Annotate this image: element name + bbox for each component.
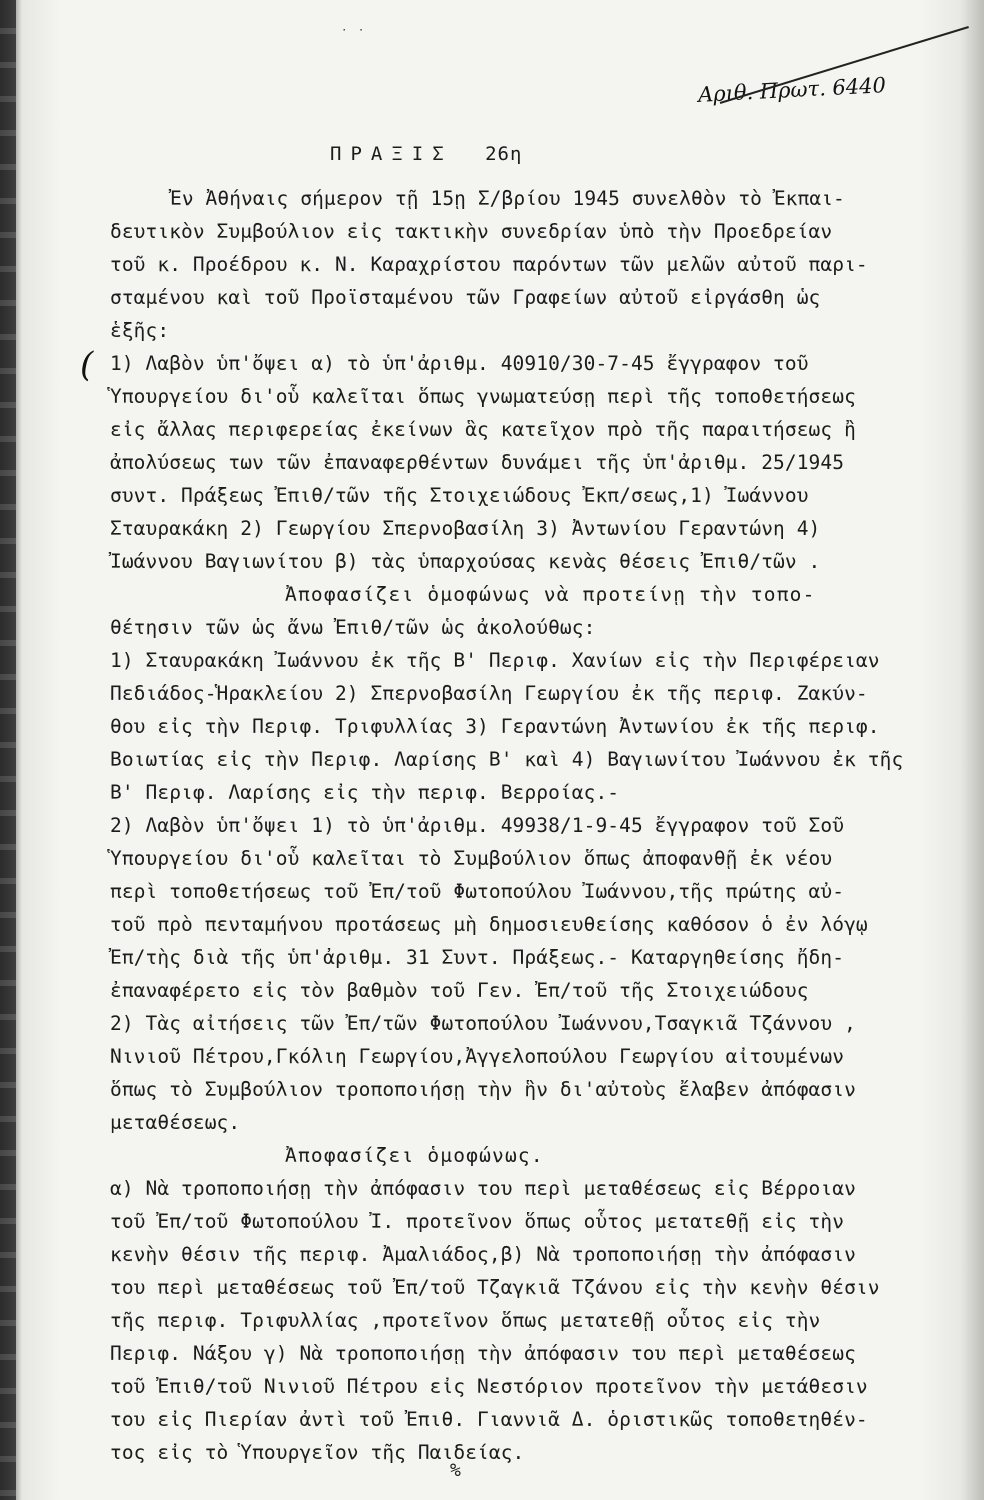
text-line: εἰς ἄλλας περιφερείας ἐκείνων ἃς κατεῖχον πρὸ τῆς παραιτήσεως ἢ	[110, 418, 856, 441]
text-line: ἑξῆς:	[110, 319, 170, 342]
text-line: Περιφ. Νάξου γ) Νὰ τροποποιήσῃ τὴν ἀπόφασιν του περὶ μεταθέσεως	[110, 1342, 856, 1365]
text-line: 2) Τὰς αἰτήσεις τῶν Ἐπ/τῶν Φωτοπούλου Ἰωάννου,Τσαγκιᾶ Τζάννου ,	[110, 1012, 856, 1035]
text-line: συντ. Πράξεως Ἐπιθ/τῶν τῆς Στοιχειώδους Ἐκπ/σεως,1) Ἰωάννου	[110, 484, 809, 507]
text-line: 1) Σταυρακάκη Ἰωάννου ἐκ τῆς Β' Περιφ. Χανίων εἰς τὴν Περιφέρειαν	[110, 649, 880, 672]
text-line: 1) Λαβὸν ὑπ'ὄψει α) τὸ ὑπ'ἀριθμ. 40910/30-7-45 ἔγγραφον τοῦ	[110, 352, 809, 375]
text-line: τοῦ Ἐπ/τοῦ Φωτοπούλου Ἰ. προτεῖνον ὅπως οὗτος μετατεθῇ εἰς τὴν	[110, 1210, 845, 1233]
text-line: του εἰς Πιερίαν ἀντὶ τοῦ Ἐπιθ. Γιαννιᾶ Δ. ὁριστικῶς τοποθετηθέν-	[110, 1408, 868, 1431]
text-line: τοῦ Ἐπιθ/τοῦ Νινιοῦ Πέτρου εἰς Νεστόριον προτεῖνον τὴν μετάθεσιν	[110, 1375, 868, 1398]
text-line: Ἐπ/τὴς διὰ τῆς ὑπ'ἀριθμ. 31 Συντ. Πράξεως.- Καταργηθείσης ἤδη-	[110, 946, 845, 969]
text-line: 2) Λαβὸν ὑπ'ὄψει 1) τὸ ὑπ'ἀριθμ. 49938/1-9-45 ἔγγραφον τοῦ Σοῦ	[110, 814, 845, 837]
text-line: Πεδιάδος-Ἡρακλείου 2) Σπερνοβασίλη Γεωργίου ἐκ τῆς περιφ. Ζακύν-	[110, 682, 868, 705]
text-line: Ὑπουργείου δι'οὗ καλεῖται τὸ Συμβούλιον ὅπως ἀποφανθῇ ἐκ νέου	[110, 847, 833, 870]
text-line: θου εἰς τὴν Περιφ. Τριφυλλίας 3) Γεραντώνη Ἀντωνίου ἐκ τῆς περιφ.	[110, 715, 880, 738]
text-line: Ἐν Ἀθήναις σήμερον τῇ 15ῃ Σ/βρίου 1945 συνελθὸν τὸ Ἐκπαι-	[170, 187, 845, 210]
top-speck: ˙ ˙	[340, 28, 366, 44]
text-line: τοῦ κ. Προέδρου κ. Ν. Καραχρίστου παρόντων τῶν μελῶν αὐτοῦ παρι-	[110, 253, 868, 276]
text-line: περὶ τοποθετήσεως τοῦ Ἐπ/τοῦ Φωτοπούλου Ἰωάννου,τῆς πρώτης αὐ-	[110, 880, 845, 903]
text-line: ὅπως τὸ Συμβούλιον τροποποιήσῃ τὴν ἣν δι'αὐτοὺς ἔλαβεν ἀπόφασιν	[110, 1078, 856, 1101]
page-binding-edge	[0, 0, 16, 1500]
text-line-decision: Ἀποφασίζει ὁμοφώνως.	[285, 1144, 544, 1167]
text-line: τοῦ πρὸ πενταμήνου προτάσεως μὴ δημοσιευθείσης καθόσον ὁ ἐν λόγῳ	[110, 913, 868, 936]
text-line: μεταθέσεως.	[110, 1111, 241, 1134]
text-line: Βοιωτίας εἰς τὴν Περιφ. Λαρίσης Β' καὶ 4) Βαγιωνίτου Ἰωάννου ἐκ τῆς	[110, 748, 904, 771]
text-line: του περὶ μεταθέσεως τοῦ Ἐπ/τοῦ Τζαγκιᾶ Τζάνου εἰς τὴν κενὴν θέσιν	[110, 1276, 880, 1299]
footer-mark: %	[450, 1460, 461, 1481]
text-line-decision: Ἀποφασίζει ὁμοφώνως νὰ προτείνῃ τὴν τοπο-	[285, 583, 816, 606]
handwritten-protocol-note: Αριθ. Πρωτ. 6440	[697, 73, 887, 107]
text-line: Β' Περιφ. Λαρίσης εἰς τὴν περιφ. Βερροίας.-	[110, 781, 620, 804]
text-line: ἐπαναφέρετο εἰς τὸν βαθμὸν τοῦ Γεν. Ἐπ/τοῦ τῆς Στοιχειώδους	[110, 979, 809, 1002]
text-line: τος εἰς τὸ Ὑπουργεῖον τῆς Παιδείας.	[110, 1441, 525, 1464]
text-line: τῆς περιφ. Τριφυλλίας ,προτεῖνον ὅπως μετατεθῇ οὗτος εἰς τὴν	[110, 1309, 821, 1332]
text-line: δευτικὸν Συμβούλιον εἰς τακτικὴν συνεδρίαν ὑπὸ τὴν Προεδρείαν	[110, 220, 833, 243]
margin-bracket-mark: (	[80, 345, 94, 385]
title-number: 26η	[485, 143, 523, 165]
text-line: κενὴν θέσιν τῆς περιφ. Ἀμαλιάδος,β) Νὰ τροποποιήσῃ τὴν ἀπόφασιν	[110, 1243, 856, 1266]
document-body	[110, 182, 970, 1469]
text-line: Ἰωάννου Βαγιωνίτου β) τὰς ὑπαρχούσας κενὰς θέσεις Ἐπιθ/τῶν .	[110, 550, 821, 573]
document-title	[330, 143, 522, 165]
text-line: Σταυρακάκη 2) Γεωργίου Σπερνοβασίλη 3) Ἀντωνίου Γεραντώνη 4)	[110, 517, 821, 540]
title-word: ΠΡΑΞΙΣ	[330, 143, 453, 165]
text-line: Νινιοῦ Πέτρου,Γκόλιη Γεωργίου,Ἀγγελοπούλου Γεωργίου αἰτουμένων	[110, 1045, 845, 1068]
text-line: ἀπολύσεως των τῶν ἐπαναφερθέντων δυνάμει τῆς ὑπ'ἀριθμ. 25/1945	[110, 451, 845, 474]
text-line: θέτησιν τῶν ὡς ἄνω Ἐπιθ/τῶν ὡς ἀκολούθως:	[110, 616, 596, 639]
text-line: α) Νὰ τροποποιήσῃ τὴν ἀπόφασιν του περὶ μεταθέσεως εἰς Βέρροιαν	[110, 1177, 856, 1200]
text-line: Ὑπουργείου δι'οὗ καλεῖται ὅπως γνωματεύσῃ περὶ τῆς τοποθετήσεως	[110, 385, 856, 408]
text-line: σταμένου καὶ τοῦ Προϊσταμένου τῶν Γραφείων αὐτοῦ εἰργάσθη ὡς	[110, 286, 821, 309]
